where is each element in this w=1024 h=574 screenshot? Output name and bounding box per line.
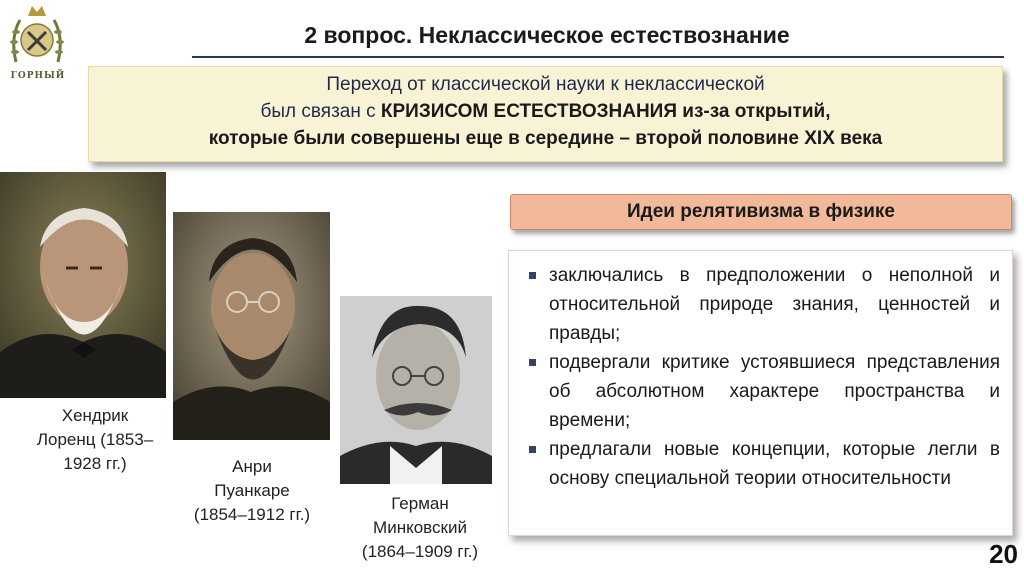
bullet-item: заключались в предположении о неполной и относительной природе знания, ценностей и правды; xyxy=(527,261,1000,348)
crest-icon xyxy=(6,2,68,74)
caption-minkowski-line-3: (1864–1909 гг.) xyxy=(361,542,479,561)
page-number: 20 xyxy=(989,539,1018,569)
portrait-lorentz xyxy=(0,172,166,398)
intro-line-3-text: которые были совершены еще в середине – второй половине XIX века xyxy=(208,128,883,149)
caption-poincare-line-1: Анри xyxy=(232,457,272,476)
caption-lorentz xyxy=(20,404,170,476)
caption-lorentz-line-3: 1928 гг.) xyxy=(63,454,127,473)
intro-line-3 xyxy=(89,125,1002,152)
ideas-bullet-list xyxy=(508,250,1013,536)
slide-title: 2 вопрос. Неклассическое естествознание xyxy=(304,22,790,48)
caption-minkowski xyxy=(340,492,500,564)
caption-poincare-line-3: (1854–1912 гг.) xyxy=(193,505,311,524)
caption-poincare-line-2: Пуанкаре xyxy=(214,481,290,500)
caption-lorentz-line-2: Лоренц (1853– xyxy=(36,430,154,449)
intro-emphasis: КРИЗИСОМ ЕСТЕСТВОЗНАНИЯ xyxy=(380,101,677,122)
intro-line-2-start: был связан с xyxy=(260,101,381,122)
caption-minkowski-line-1: Герман xyxy=(391,494,449,513)
logo-text: ГОРНЫЙ xyxy=(10,71,66,81)
portrait-minkowski xyxy=(340,296,492,484)
intro-line-2-end: из-за открытий, xyxy=(676,101,831,122)
bullet-item: предлагали новые концепции, которые легли в основу специальной теории относительности xyxy=(527,435,1000,493)
portrait-poincare xyxy=(173,212,330,440)
bullet-item: подвергали критике устоявшиеся представления об абсолютном характере пространства и времени; xyxy=(527,348,1000,435)
ideas-header: Идеи релятивизма в физике xyxy=(510,194,1012,230)
intro-line-1: Переход от классической науки к неклассической xyxy=(326,74,765,95)
caption-minkowski-line-2: Минковский xyxy=(373,518,467,537)
intro-box xyxy=(88,66,1003,162)
caption-lorentz-line-1: Хендрик xyxy=(61,406,129,425)
title-divider xyxy=(192,56,1004,58)
intro-line-2 xyxy=(89,98,1002,125)
caption-poincare xyxy=(172,455,332,527)
